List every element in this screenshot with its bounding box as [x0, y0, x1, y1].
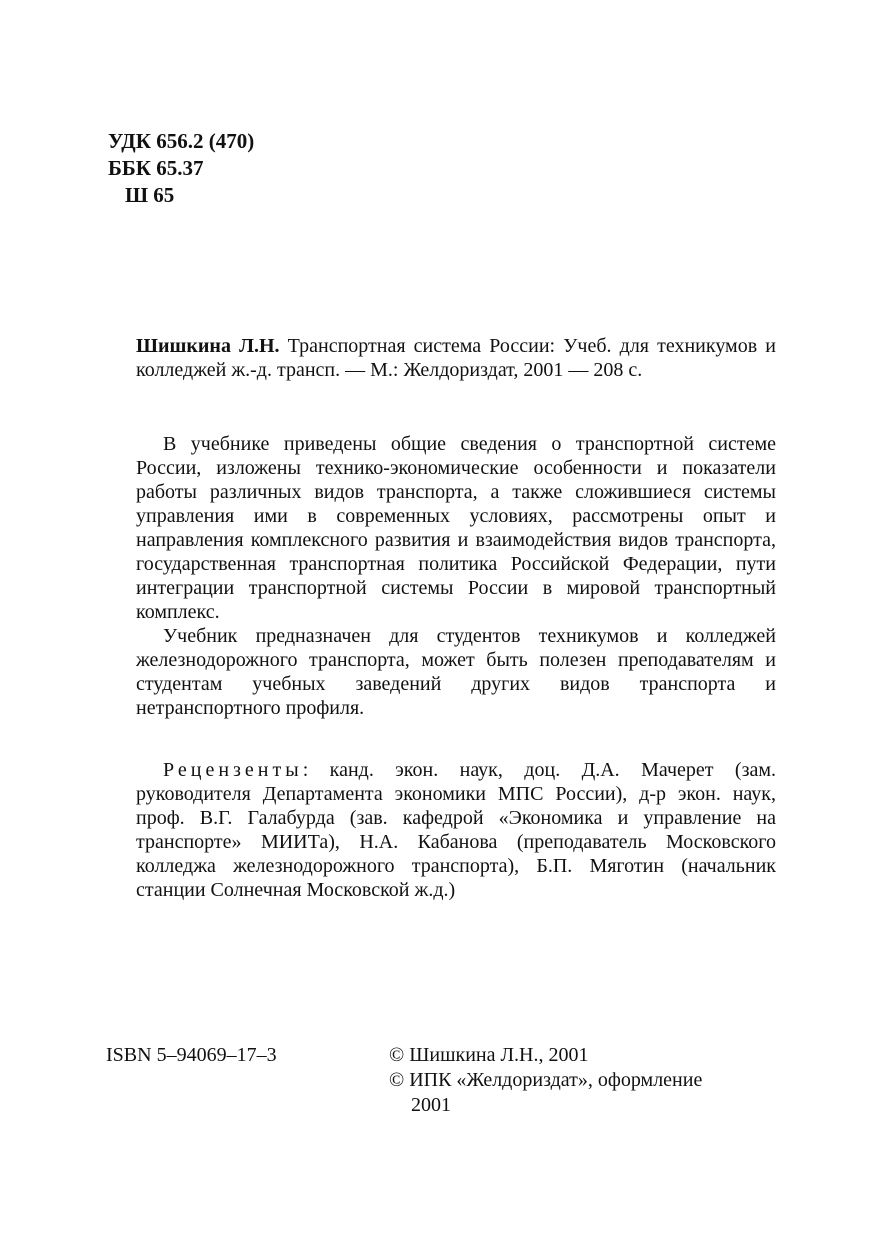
- title-and-imprint: Транспортная система России: Учеб. для техникумов и колледжей ж.-д. трансп. — М.: Желдориздат, 2001 — 208 с.: [136, 335, 776, 381]
- reviewers-paragraph: [136, 758, 776, 902]
- author-mark: Ш 65: [125, 183, 175, 207]
- abstract-paragraph: В учебнике приведены общие сведения о транспортной системе России, изложены технико-экономические особенности и показатели работы различных видов транспорта, а также сложившиеся системы управления ими в современных условиях, рассмотрены опыт и направления комплексного развития и взаимодействия видов транспорта, государственная транспортная политика Российской Федерации, пути интеграции транспортной системы России в мировой транспортный комплекс.: [136, 433, 776, 623]
- reviewers-label: Рецензенты: [163, 759, 303, 781]
- abstract: [136, 432, 776, 720]
- bbk-code: ББК 65.37: [108, 156, 204, 180]
- copyright-year: 2001: [411, 1094, 451, 1116]
- copyright-line: © ИПК «Желдориздат», оформление: [389, 1069, 703, 1091]
- classification-codes: [108, 128, 254, 209]
- reviewers-text: : канд. экон. наук, доц. Д.А. Мачерет (зам. руководителя Департамента экономики МПС России), д-р экон. наук, проф. В.Г. Галабурда (зав. кафедрой «Экономика и управление на транспорте» МИИТа), Н.А. Кабанова (преподаватель Московского колледжа железнодорожного транспорта), Б.П. Мяготин (начальник станции Солнечная Московской ж.д.): [136, 759, 776, 901]
- bibliographic-record: [136, 334, 776, 382]
- author-name: Шишкина Л.Н.: [136, 335, 280, 357]
- isbn: ISBN 5–94069–17–3: [106, 1044, 277, 1066]
- udk-code: УДК 656.2 (470): [108, 129, 255, 153]
- abstract-paragraph: Учебник предназначен для студентов техникумов и колледжей железнодорожного транспорта, может быть полезен преподавателям и студентам учебных заведений других видов транспорта и нетранспортного профиля.: [136, 625, 776, 719]
- copyright-block: [389, 1043, 702, 1118]
- copyright-line: © Шишкина Л.Н., 2001: [389, 1044, 589, 1066]
- reviewers: [136, 758, 776, 902]
